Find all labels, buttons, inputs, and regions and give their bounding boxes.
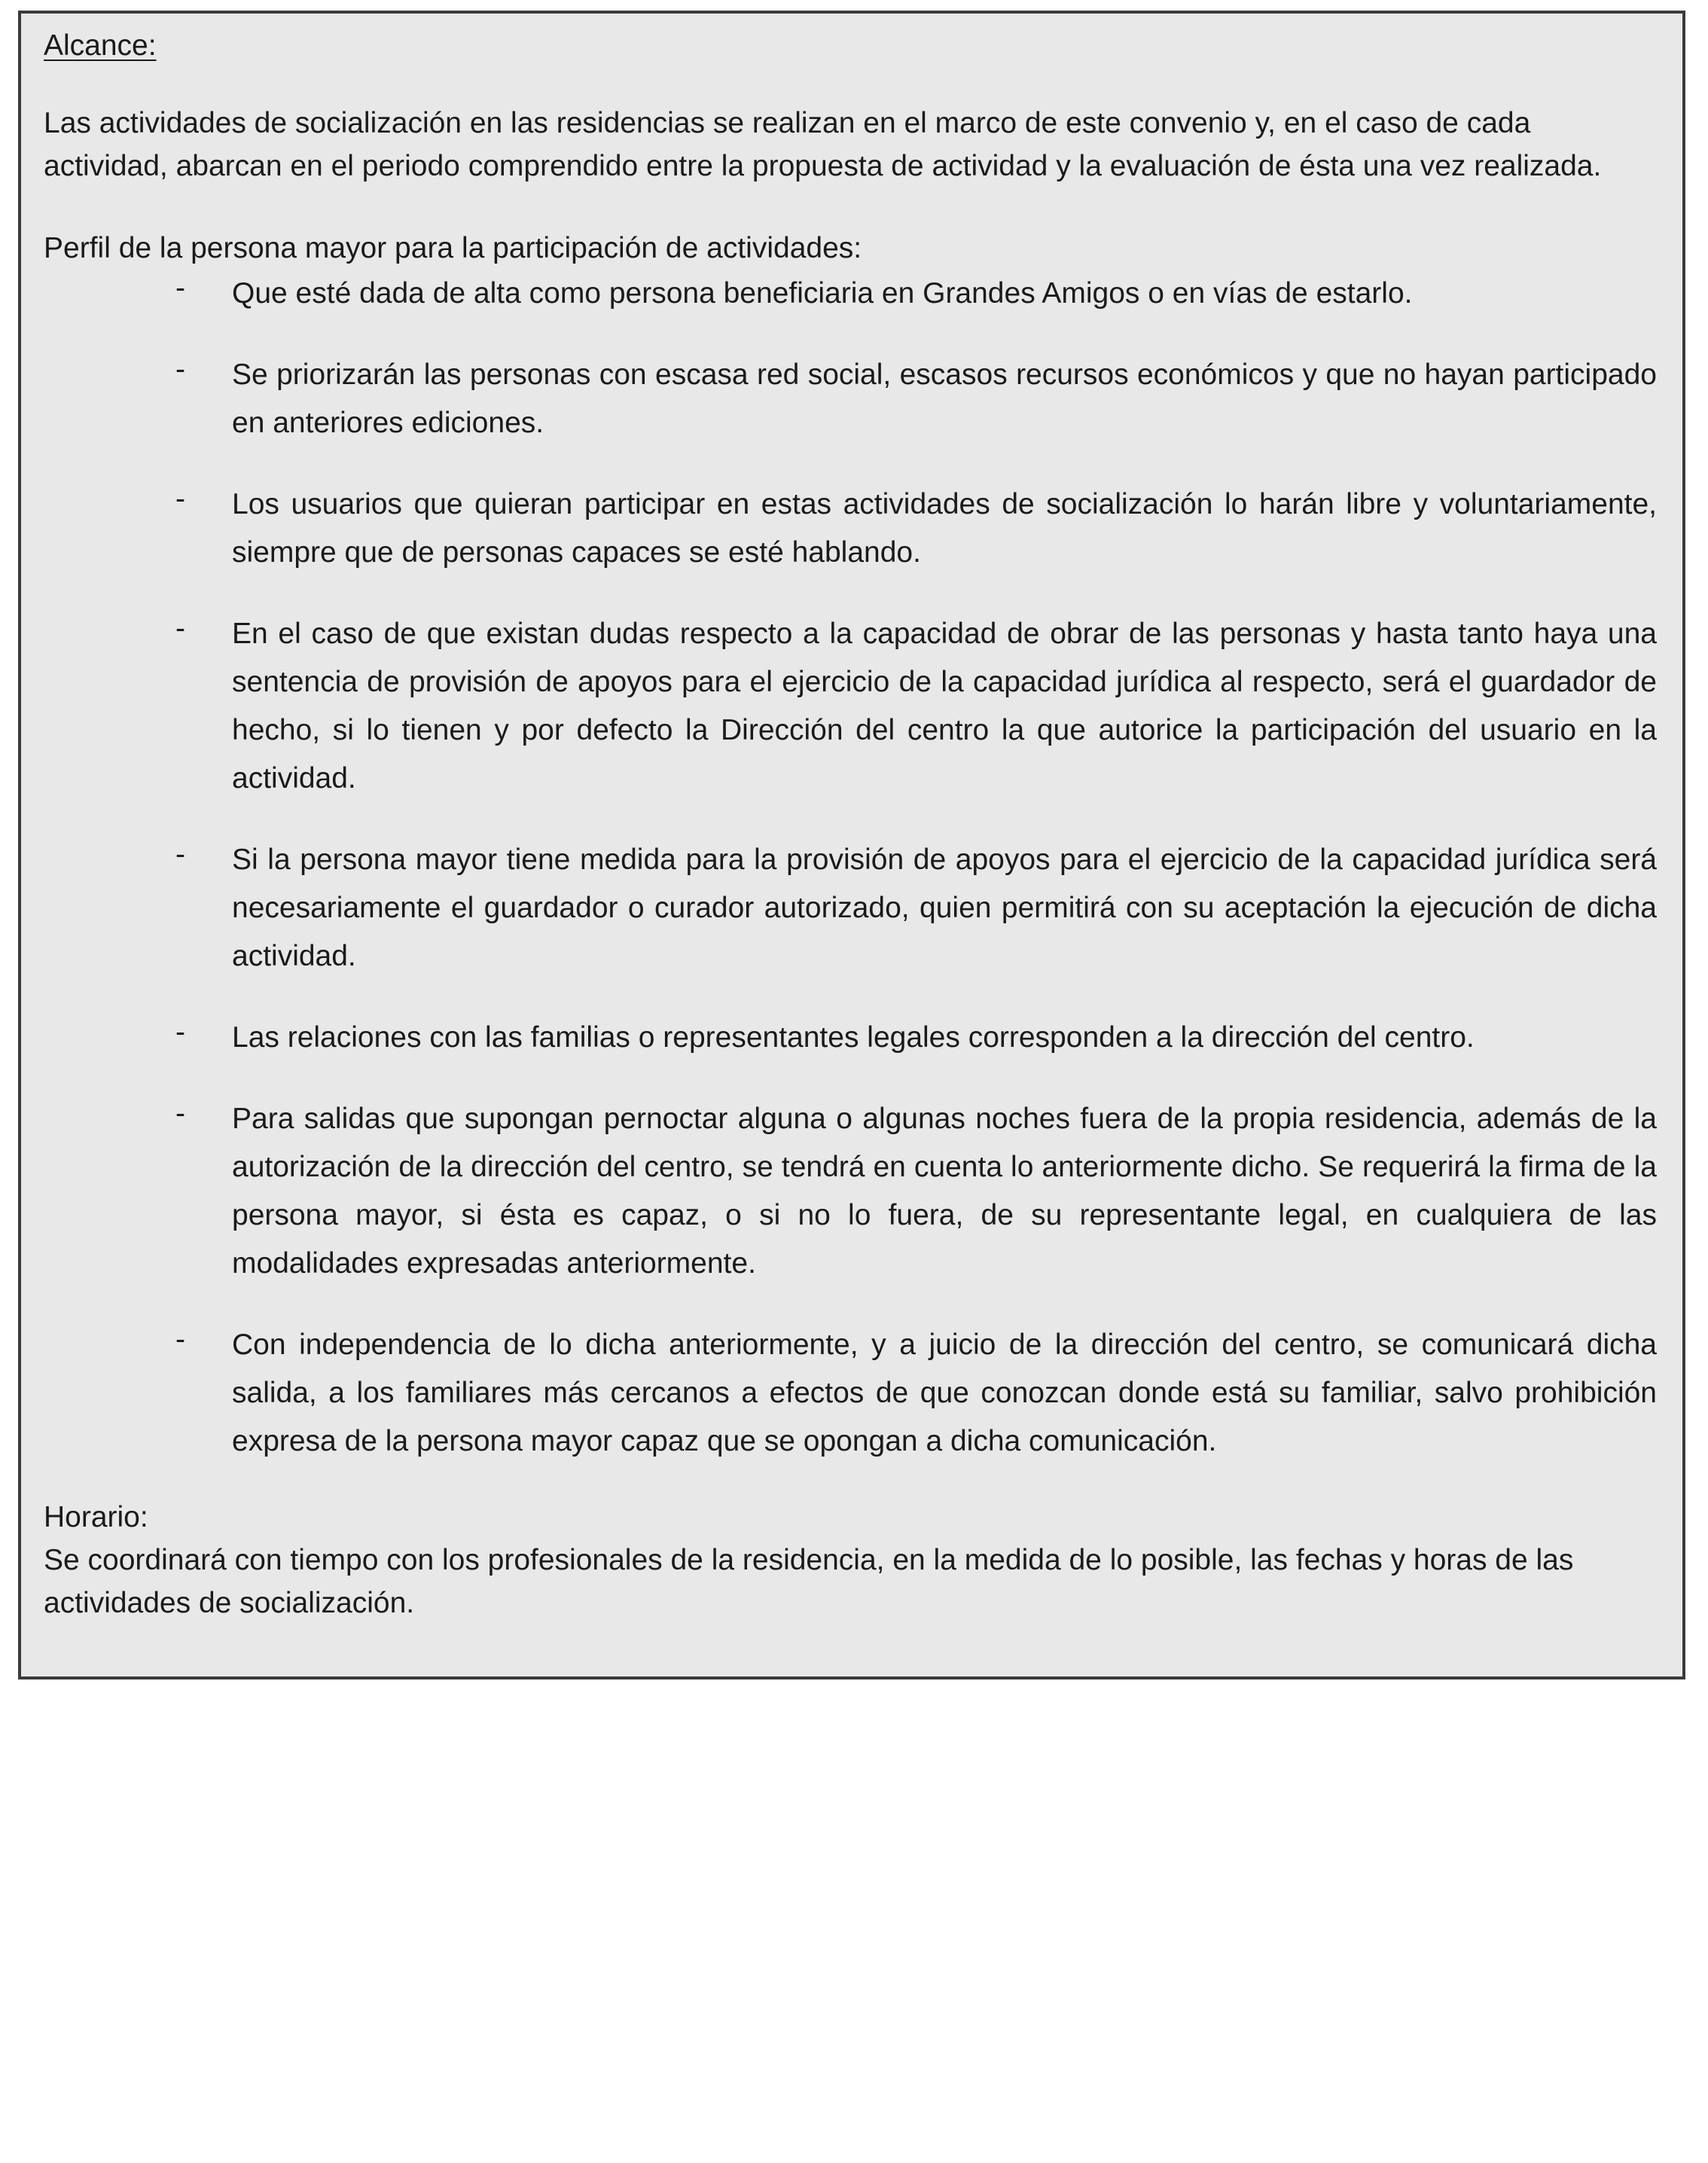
list-item	[44, 480, 1660, 577]
bullet-dash: -	[175, 1323, 185, 1356]
spacer	[44, 188, 1660, 227]
list-item	[44, 1095, 1660, 1288]
bullet-dash: -	[175, 838, 185, 871]
list-item-text: Si la persona mayor tiene medida para la provisión de apoyos para el ejercicio de la capacidad jurídica será necesariamente el guardador o curador autorizado, quien permitirá con su aceptación la ejecución de dicha actividad.	[232, 844, 1657, 972]
spacer	[44, 67, 1660, 102]
list-item-text: Los usuarios que quieran participar en estas actividades de socialización lo harán libre y voluntariamente, siempre que de personas capaces se esté hablando.	[232, 488, 1657, 569]
scope-text: Las actividades de socialización en las residencias se realizan en el marco de este convenio y, en el caso de cada actividad, abarcan en el periodo comprendido entre la propuesta de actividad y la evaluación de ésta una vez realizada.	[44, 107, 1602, 182]
list-item-text: Con independencia de lo dicha anteriormente, y a juicio de la dirección del centro, se comunicará dicha salida, a los familiares más cercanos a efectos de que conozcan donde está su familiar, salvo prohibición expresa de la persona mayor capaz que se opongan a dicha comunicación.	[232, 1329, 1657, 1457]
bullet-dash: -	[175, 1016, 185, 1048]
bullet-dash: -	[175, 1097, 185, 1130]
schedule-text: Se coordinará con tiempo con los profesionales de la residencia, en la medida de lo posible, las fechas y horas de las actividades de socialización.	[44, 1544, 1574, 1619]
list-item-text: En el caso de que existan dudas respecto a la capacidad de obrar de las personas y hasta tanto haya una sentencia de provisión de apoyos para el ejercicio de la capacidad jurídica al respecto, será el guardador de hecho, si lo tienen y por defecto la Dirección del centro la que autorice la participación del usuario en la actividad.	[232, 618, 1657, 795]
document-box	[18, 11, 1685, 1679]
schedule-heading: Horario:	[44, 1501, 148, 1533]
list-item-text: Para salidas que supongan pernoctar alguna o algunas noches fuera de la propia residencia, además de la autorización de la dirección del centro, se tendrá en cuenta lo anteriormente dicho. Se requerirá la firma de la persona mayor, si ésta es capaz, o si no lo fuera, de su representante legal, en cualquiera de las modalidades expresadas anteriormente.	[232, 1103, 1657, 1280]
scope-heading: Alcance:	[44, 29, 157, 62]
profile-heading: Perfil de la persona mayor para la participación de actividades:	[44, 232, 862, 264]
bullet-dash: -	[175, 612, 185, 645]
profile-list	[44, 270, 1660, 1466]
bullet-dash: -	[175, 353, 185, 386]
list-item	[44, 610, 1660, 803]
list-item	[44, 1321, 1660, 1466]
list-item	[44, 836, 1660, 981]
list-item-text: Las relaciones con las familias o representantes legales corresponden a la dirección del centro.	[232, 1021, 1475, 1054]
list-item	[44, 1014, 1660, 1062]
list-item	[44, 270, 1660, 318]
list-item-text: Que esté dada de alta como persona beneficiaria en Grandes Amigos o en vías de estarlo.	[232, 277, 1413, 310]
bullet-dash: -	[175, 272, 185, 304]
bullet-dash: -	[175, 483, 185, 515]
list-item	[44, 351, 1660, 447]
list-item-text: Se priorizarán las personas con escasa red social, escasos recursos económicos y que no hayan participado en anteriores ediciones.	[232, 358, 1657, 439]
